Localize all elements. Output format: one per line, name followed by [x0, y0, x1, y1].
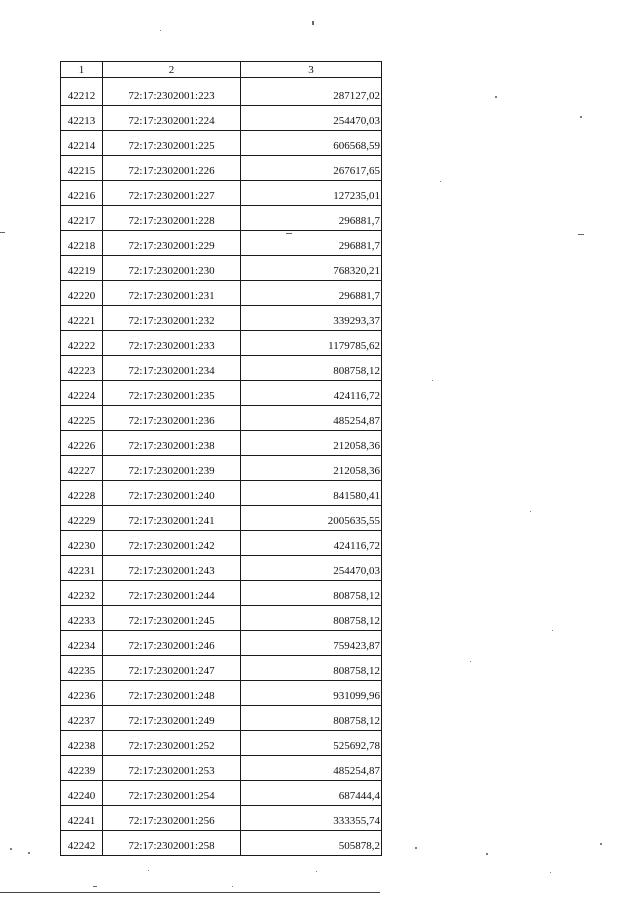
- cadastral-table: [60, 61, 382, 856]
- table-row: [61, 356, 382, 381]
- table-row: [61, 756, 382, 781]
- cadastral-number-cell: 72:17:2302001:244: [103, 581, 241, 606]
- cadastral-number-cell: 72:17:2302001:231: [103, 281, 241, 306]
- scan-speck: [440, 181, 441, 182]
- cadastral-number-cell: 72:17:2302001:243: [103, 556, 241, 581]
- value-cell: 212058,36: [241, 456, 382, 481]
- cadastral-number-cell: 72:17:2302001:232: [103, 306, 241, 331]
- table-row: [61, 706, 382, 731]
- table-row: [61, 556, 382, 581]
- row-number-cell: 42236: [61, 681, 103, 706]
- value-cell: 808758,12: [241, 656, 382, 681]
- table-row: [61, 531, 382, 556]
- cadastral-number-cell: 72:17:2302001:224: [103, 106, 241, 131]
- table-row: [61, 156, 382, 181]
- table-row: [61, 681, 382, 706]
- scan-speck: [232, 886, 233, 887]
- scan-edge-line: [0, 892, 380, 893]
- table-row: [61, 231, 382, 256]
- cadastral-number-cell: 72:17:2302001:258: [103, 831, 241, 856]
- value-cell: 808758,12: [241, 706, 382, 731]
- row-number-cell: 42238: [61, 731, 103, 756]
- table-row: [61, 331, 382, 356]
- scan-mark: [93, 886, 97, 887]
- value-cell: 525692,78: [241, 731, 382, 756]
- value-cell: 127235,01: [241, 181, 382, 206]
- value-cell: 485254,87: [241, 756, 382, 781]
- table-row: [61, 131, 382, 156]
- cadastral-number-cell: 72:17:2302001:238: [103, 431, 241, 456]
- row-number-cell: 42222: [61, 331, 103, 356]
- value-cell: 841580,41: [241, 481, 382, 506]
- value-cell: 687444,4: [241, 781, 382, 806]
- column-header-2: 2: [103, 62, 241, 78]
- value-cell: 768320,21: [241, 256, 382, 281]
- value-cell: 339293,37: [241, 306, 382, 331]
- cadastral-number-cell: 72:17:2302001:230: [103, 256, 241, 281]
- row-number-cell: 42213: [61, 106, 103, 131]
- cadastral-number-cell: 72:17:2302001:227: [103, 181, 241, 206]
- value-cell: 808758,12: [241, 606, 382, 631]
- scan-mark: [578, 234, 584, 235]
- value-cell: 485254,87: [241, 406, 382, 431]
- cadastral-number-cell: 72:17:2302001:256: [103, 806, 241, 831]
- table-row: [61, 106, 382, 131]
- cadastral-number-cell: 72:17:2302001:253: [103, 756, 241, 781]
- scan-speck: [432, 380, 433, 381]
- scan-speck: [316, 871, 317, 872]
- cadastral-number-cell: 72:17:2302001:248: [103, 681, 241, 706]
- column-header-3: 3: [241, 62, 382, 78]
- cadastral-number-cell: 72:17:2302001:234: [103, 356, 241, 381]
- row-number-cell: 42219: [61, 256, 103, 281]
- cadastral-number-cell: 72:17:2302001:239: [103, 456, 241, 481]
- row-number-cell: 42224: [61, 381, 103, 406]
- value-cell: 808758,12: [241, 581, 382, 606]
- value-cell: 759423,87: [241, 631, 382, 656]
- cadastral-number-cell: 72:17:2302001:247: [103, 656, 241, 681]
- table-body: [61, 78, 382, 856]
- table-row: [61, 731, 382, 756]
- cadastral-number-cell: 72:17:2302001:252: [103, 731, 241, 756]
- value-cell: 606568,59: [241, 131, 382, 156]
- value-cell: 296881,7: [241, 281, 382, 306]
- table-row: [61, 806, 382, 831]
- value-cell: 808758,12: [241, 356, 382, 381]
- scan-speck: [148, 870, 149, 871]
- row-number-cell: 42227: [61, 456, 103, 481]
- scan-speck: [160, 30, 161, 31]
- value-cell: 287127,02: [241, 78, 382, 106]
- table-row: [61, 656, 382, 681]
- row-number-cell: 42229: [61, 506, 103, 531]
- cadastral-number-cell: 72:17:2302001:241: [103, 506, 241, 531]
- table-row: [61, 481, 382, 506]
- scan-speck: [415, 847, 417, 849]
- table-row: [61, 506, 382, 531]
- scan-mark: [0, 232, 5, 233]
- scan-speck: [552, 630, 553, 631]
- row-number-cell: 42216: [61, 181, 103, 206]
- table-row: [61, 631, 382, 656]
- row-number-cell: 42220: [61, 281, 103, 306]
- row-number-cell: 42226: [61, 431, 103, 456]
- scan-mark: [312, 21, 314, 25]
- cadastral-number-cell: 72:17:2302001:233: [103, 331, 241, 356]
- value-cell: 296881,7: [241, 231, 382, 256]
- header-row: [61, 62, 382, 78]
- cadastral-number-cell: 72:17:2302001:245: [103, 606, 241, 631]
- row-number-cell: 42234: [61, 631, 103, 656]
- cadastral-number-cell: 72:17:2302001:246: [103, 631, 241, 656]
- table-row: [61, 781, 382, 806]
- value-cell: 505878,2: [241, 831, 382, 856]
- scan-speck: [486, 853, 488, 855]
- table-row: [61, 606, 382, 631]
- row-number-cell: 42221: [61, 306, 103, 331]
- cadastral-number-cell: 72:17:2302001:229: [103, 231, 241, 256]
- table-row: [61, 456, 382, 481]
- value-cell: 333355,74: [241, 806, 382, 831]
- scan-speck: [10, 848, 12, 850]
- scan-speck: [28, 852, 30, 854]
- scan-speck: [495, 96, 497, 98]
- cadastral-number-cell: 72:17:2302001:225: [103, 131, 241, 156]
- table-row: [61, 381, 382, 406]
- cadastral-number-cell: 72:17:2302001:240: [103, 481, 241, 506]
- value-cell: 1179785,62: [241, 331, 382, 356]
- table-row: [61, 831, 382, 856]
- scan-speck: [600, 843, 602, 845]
- row-number-cell: 42240: [61, 781, 103, 806]
- row-number-cell: 42242: [61, 831, 103, 856]
- value-cell: 254470,03: [241, 556, 382, 581]
- row-number-cell: 42212: [61, 78, 103, 106]
- cadastral-number-cell: 72:17:2302001:235: [103, 381, 241, 406]
- row-number-cell: 42233: [61, 606, 103, 631]
- table-header: [61, 62, 382, 78]
- row-number-cell: 42235: [61, 656, 103, 681]
- table-row: [61, 581, 382, 606]
- table-row: [61, 181, 382, 206]
- row-number-cell: 42239: [61, 756, 103, 781]
- table-row: [61, 206, 382, 231]
- value-cell: 212058,36: [241, 431, 382, 456]
- table-row: [61, 256, 382, 281]
- row-number-cell: 42214: [61, 131, 103, 156]
- scan-speck: [530, 511, 531, 512]
- value-cell: 931099,96: [241, 681, 382, 706]
- cadastral-number-cell: 72:17:2302001:242: [103, 531, 241, 556]
- row-number-cell: 42237: [61, 706, 103, 731]
- row-number-cell: 42232: [61, 581, 103, 606]
- table-row: [61, 406, 382, 431]
- value-cell: 254470,03: [241, 106, 382, 131]
- row-number-cell: 42228: [61, 481, 103, 506]
- row-number-cell: 42241: [61, 806, 103, 831]
- row-number-cell: 42225: [61, 406, 103, 431]
- column-header-1: 1: [61, 62, 103, 78]
- table-row: [61, 281, 382, 306]
- table-row: [61, 431, 382, 456]
- table-row: [61, 306, 382, 331]
- value-cell: 296881,7: [241, 206, 382, 231]
- table-row: [61, 78, 382, 106]
- row-number-cell: 42217: [61, 206, 103, 231]
- row-number-cell: 42223: [61, 356, 103, 381]
- value-cell: 267617,65: [241, 156, 382, 181]
- cadastral-number-cell: 72:17:2302001:236: [103, 406, 241, 431]
- value-cell: 2005635,55: [241, 506, 382, 531]
- row-number-cell: 42218: [61, 231, 103, 256]
- value-cell: 424116,72: [241, 531, 382, 556]
- cadastral-number-cell: 72:17:2302001:249: [103, 706, 241, 731]
- cadastral-number-cell: 72:17:2302001:254: [103, 781, 241, 806]
- row-number-cell: 42231: [61, 556, 103, 581]
- scan-speck: [550, 872, 551, 873]
- cadastral-number-cell: 72:17:2302001:226: [103, 156, 241, 181]
- scan-speck: [580, 116, 582, 118]
- cadastral-number-cell: 72:17:2302001:228: [103, 206, 241, 231]
- value-cell: 424116,72: [241, 381, 382, 406]
- scan-mark: [286, 233, 292, 234]
- cadastral-number-cell: 72:17:2302001:223: [103, 78, 241, 106]
- scan-speck: [470, 661, 471, 662]
- row-number-cell: 42230: [61, 531, 103, 556]
- row-number-cell: 42215: [61, 156, 103, 181]
